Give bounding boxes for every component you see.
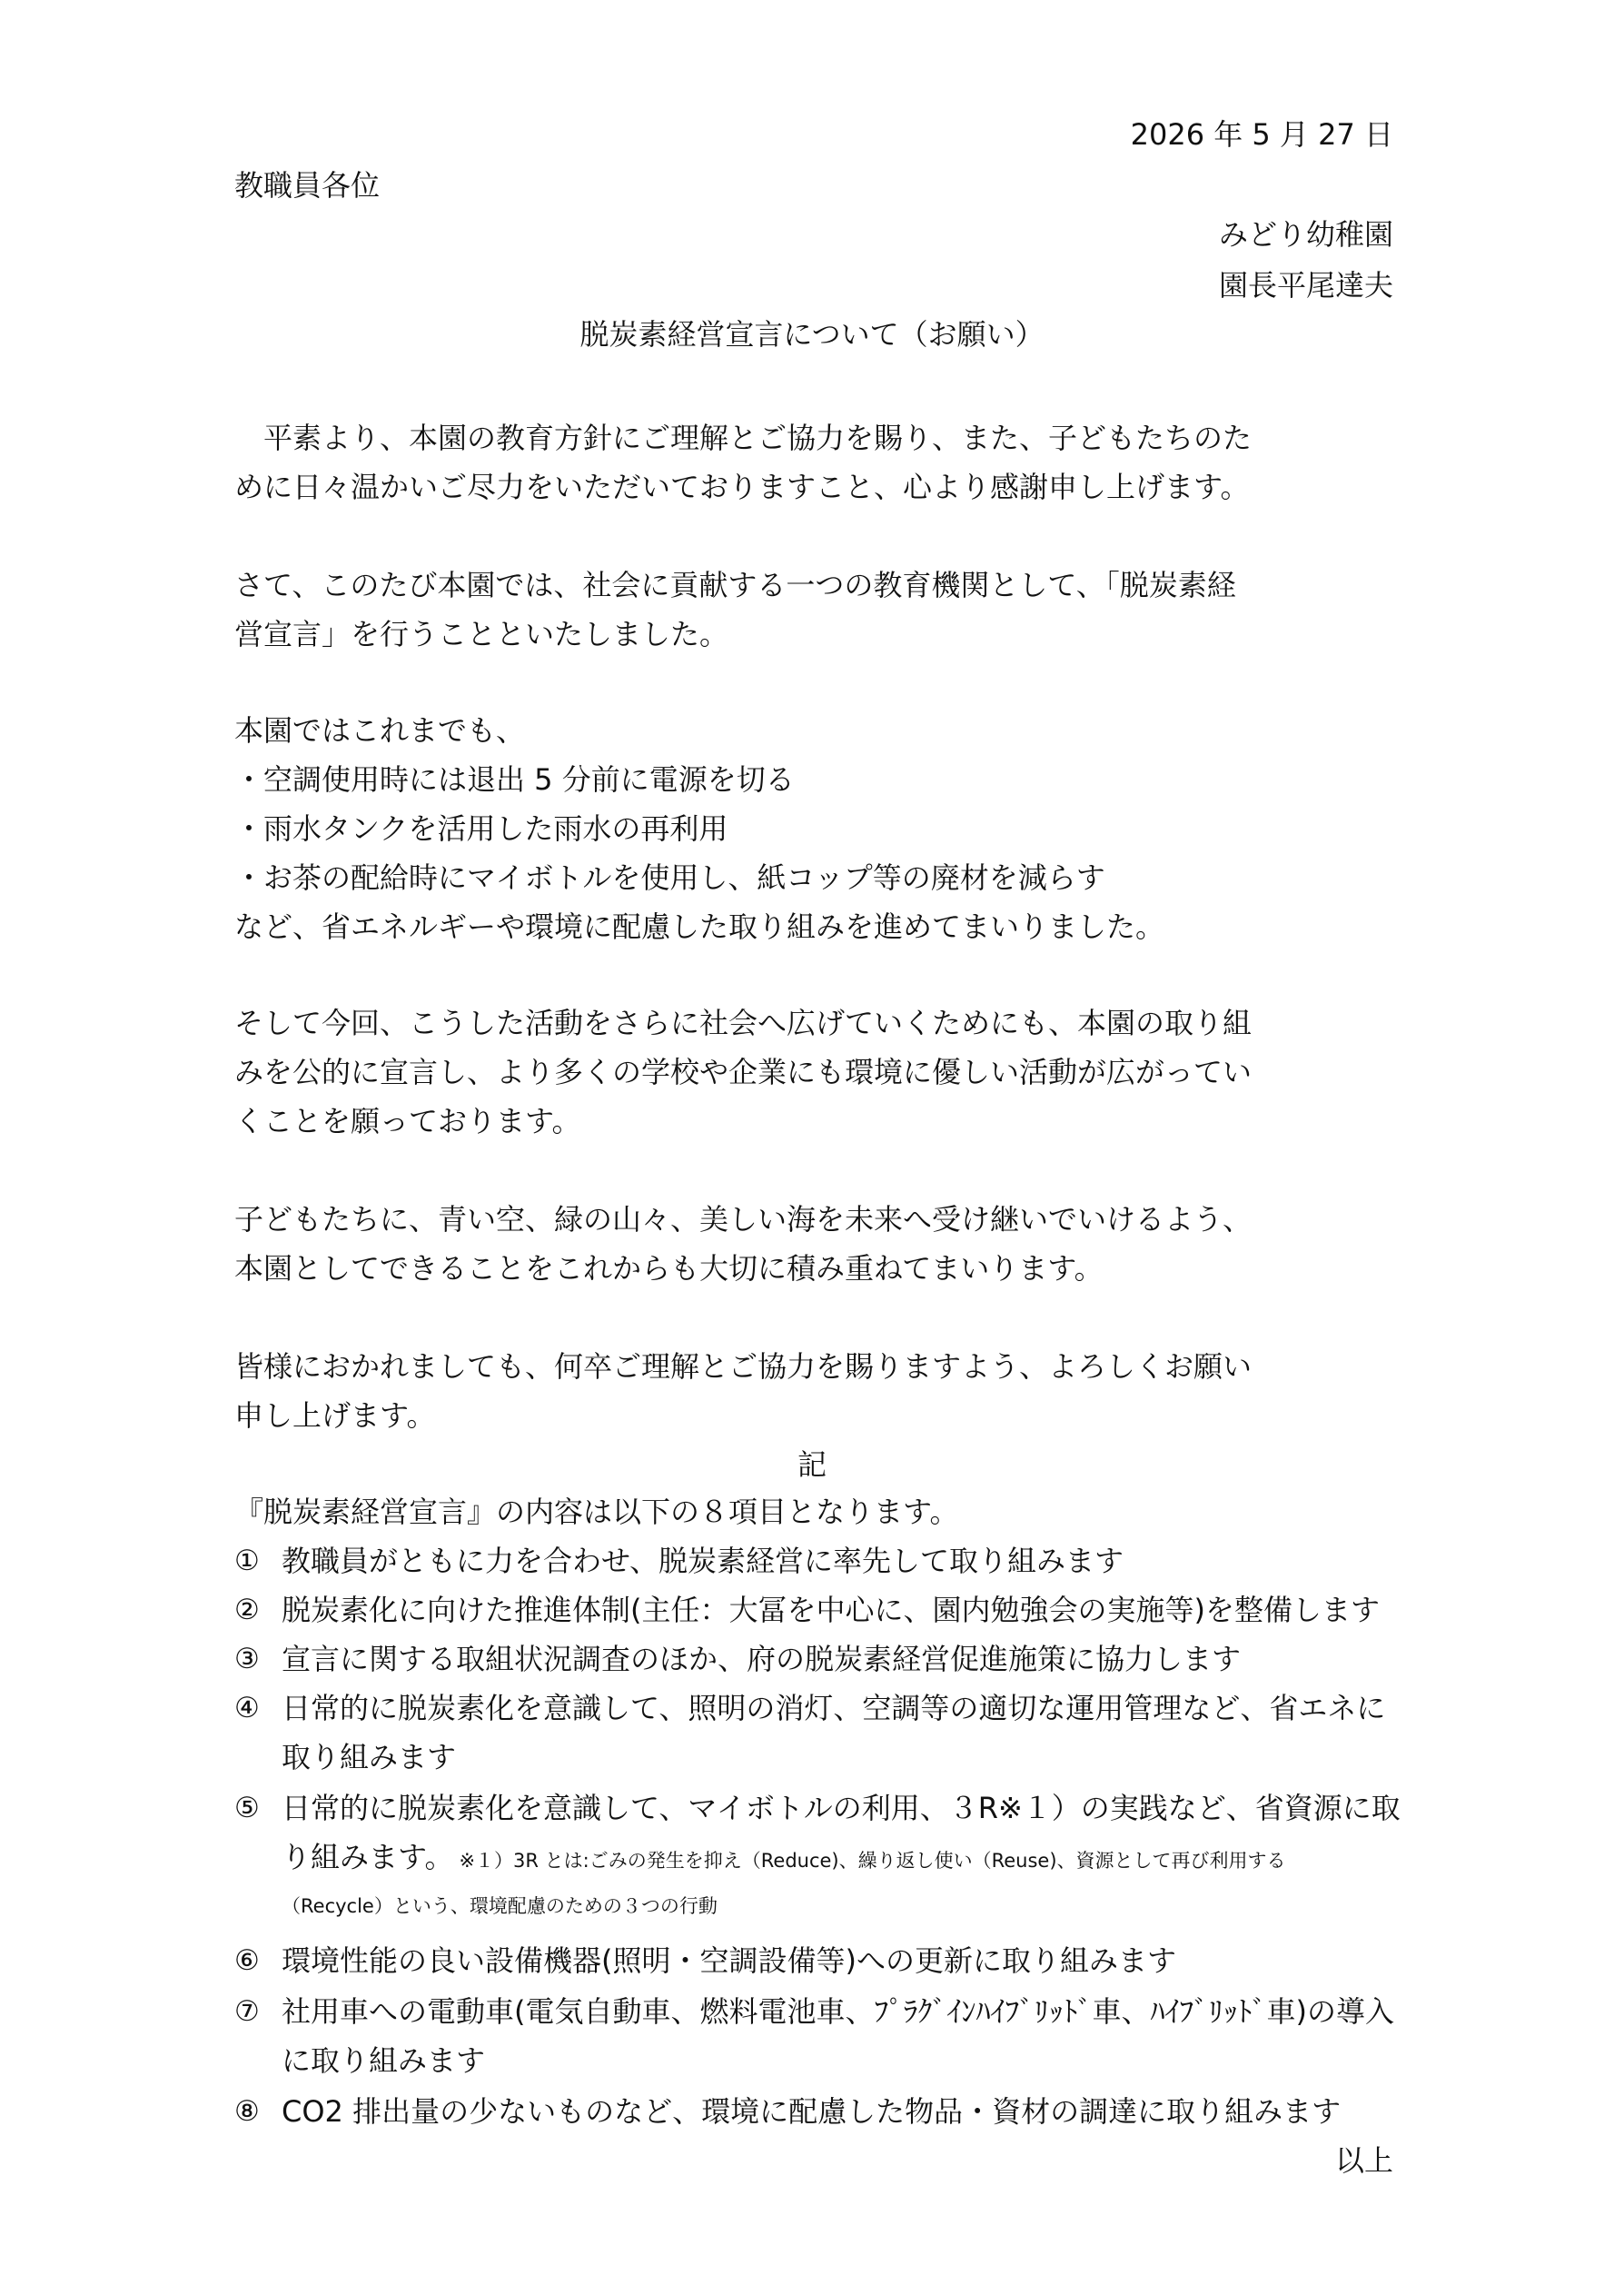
paragraph-6-line-2: 申し上げます。 <box>234 1398 436 1433</box>
declaration-item: 教職員がともに力を合わせ、脱炭素経営に率先して取り組みます <box>282 1544 1124 1578</box>
document-title: 脱炭素経営宣言について（お願い） <box>579 317 1045 352</box>
declaration-item: 日常的に脱炭素化を意識して、照明の消灯、空調等の適切な運用管理など、省エネに <box>282 1691 1386 1725</box>
item-number: ⑦ <box>234 1995 260 2028</box>
item-number: ④ <box>234 1692 260 1724</box>
footnote-continued: （Recycle）という、環境配慮のための３つの行動 <box>282 1895 718 1917</box>
date: 2026 年 5 月 27 日 <box>1130 117 1393 152</box>
closing-mark: 以上 <box>1334 2143 1393 2178</box>
bullet-item: ・空調使用時には退出 5 分前に電源を切る <box>234 762 795 797</box>
paragraph-2-line-2: 営宣言」を行うことといたしました。 <box>234 617 729 651</box>
paragraph-1-line-1: 平素より、本園の教育方針にご理解とご協力を賜り、また、子どもたちのた <box>263 421 1253 455</box>
bullet-item: ・雨水タンクを活用した雨水の再利用 <box>234 811 728 846</box>
record-intro: 『脱炭素経営宣言』の内容は以下の８項目となります。 <box>234 1495 959 1529</box>
paragraph-2-line-1: さて、このたび本園では、社会に貢献する一つの教育機関として、「脱炭素経 <box>234 568 1236 602</box>
paragraph-6-line-1: 皆様におかれましても、何卒ご理解とご協力を賜りますよう、よろしくお願い <box>234 1349 1253 1384</box>
paragraph-5-line-1: 子どもたちに、青い空、緑の山々、美しい海を未来へ受け継いでいけるよう、 <box>234 1202 1253 1237</box>
sender-name: 園長平尾達夫 <box>1218 268 1393 303</box>
paragraph-4-line-2: みを公的に宣言し、より多くの学校や企業にも環境に優しい活動が広がってい <box>234 1055 1253 1089</box>
recipient: 教職員各位 <box>234 168 381 203</box>
item-number: ① <box>234 1545 260 1577</box>
bullet-item: ・お茶の配給時にマイボトルを使用し、紙コップ等の廃材を減らす <box>234 860 1105 895</box>
declaration-item-continued <box>282 1835 1286 1879</box>
item-number: ⑥ <box>234 1944 260 1977</box>
paragraph-4-line-3: くことを願っております。 <box>234 1104 581 1138</box>
declaration-item-text: り組みます。 <box>282 1840 454 1874</box>
declaration-item: 環境性能の良い設備機器(照明・空調設備等)への更新に取り組みます <box>282 1943 1176 1978</box>
declaration-item: CO2 排出量の少ないものなど、環境に配慮した物品・資材の調達に取り組みます <box>282 2094 1342 2129</box>
declaration-item: 社用車への電動車(電気自動車、燃料電池車、ﾌﾟﾗｸﾞｲﾝﾊｲﾌﾞﾘｯﾄﾞ車、ﾊｲﾌﾞﾘｯﾄﾞ車)の導入 <box>282 1994 1394 2029</box>
item-number: ⑧ <box>234 2095 260 2128</box>
record-heading: 記 <box>797 1447 827 1482</box>
paragraph-1-line-2: めに日々温かいご尽力をいただいておりますこと、心より感謝申し上げます。 <box>234 470 1250 504</box>
item-number: ⑤ <box>234 1792 260 1824</box>
item-number: ② <box>234 1594 260 1626</box>
declaration-item: 脱炭素化に向けた推進体制(主任：大冨を中心に、園内勉強会の実施等)を整備します <box>282 1593 1380 1627</box>
footnote: ※１）3R とは:ごみの発生を抑え（Reduce)、繰り返し使い（Reuse)、資源として再び利用する <box>459 1850 1286 1872</box>
paragraph-4-line-1: そして今回、こうした活動をさらに社会へ広げていくためにも、本園の取り組 <box>234 1006 1253 1040</box>
declaration-item-continued: 取り組みます <box>282 1740 457 1774</box>
declaration-item: 日常的に脱炭素化を意識して、マイボトルの利用、３R※１）の実践など、省資源に取 <box>282 1791 1401 1825</box>
sender-organization: みどり幼稚園 <box>1218 217 1393 252</box>
declaration-item-continued: に取り組みます <box>282 2043 486 2078</box>
declaration-item: 宣言に関する取組状況調査のほか、府の脱炭素経営促進施策に協力します <box>282 1642 1242 1676</box>
paragraph-5-line-2: 本園としてできることをこれからも大切に積み重ねてまいります。 <box>234 1251 1104 1286</box>
item-number: ③ <box>234 1643 260 1675</box>
paragraph-3-end: など、省エネルギーや環境に配慮した取り組みを進めてまいりました。 <box>234 909 1165 944</box>
paragraph-3-intro: 本園ではこれまでも、 <box>234 713 526 748</box>
